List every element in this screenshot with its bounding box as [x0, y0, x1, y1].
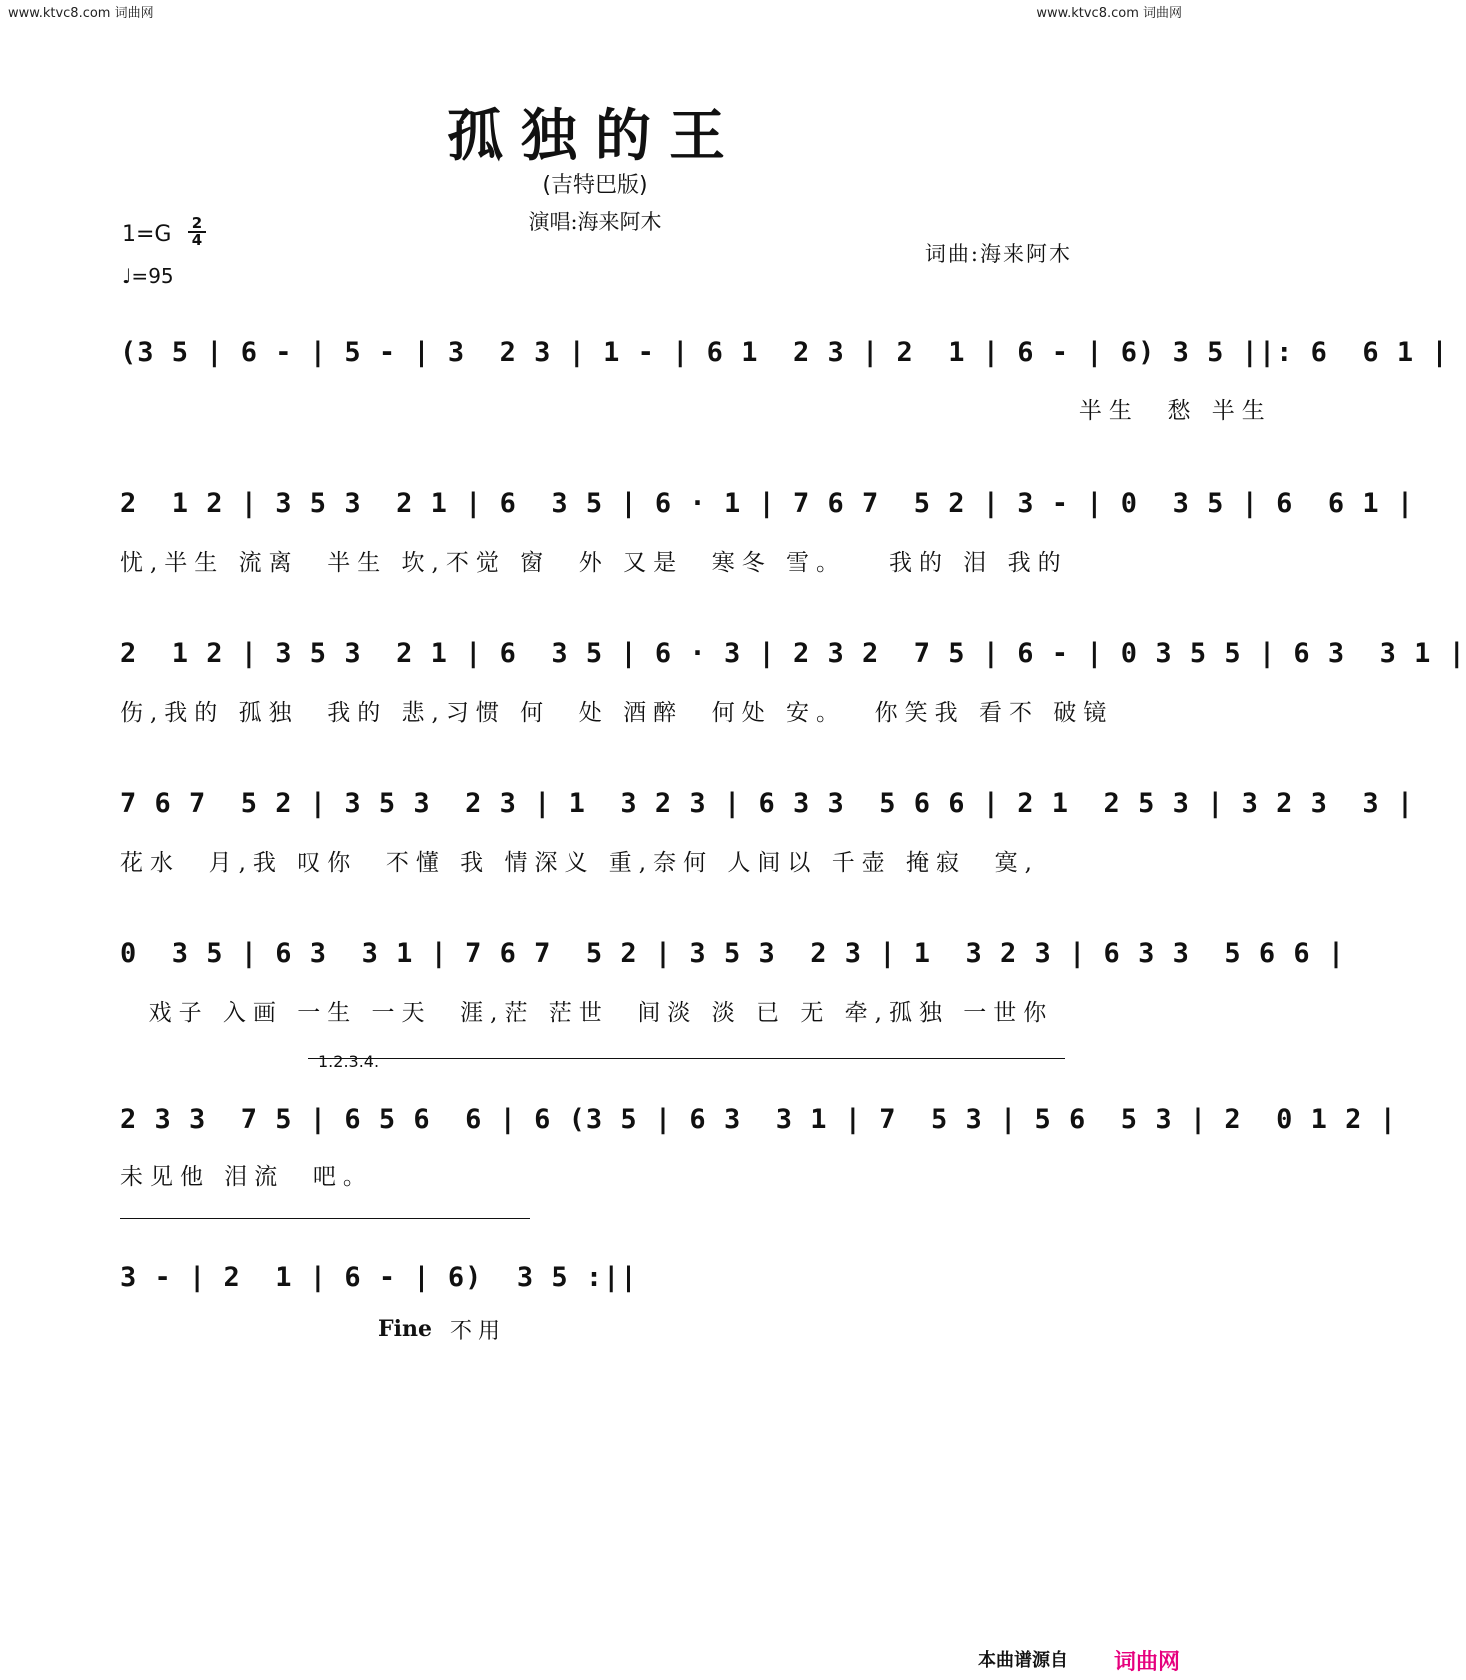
lyrics-line-2: 忧,半生 流离 半生 坎,不觉 窗 外 又是 寒冬 雪。 我的 泪 我的 — [120, 550, 1068, 576]
lyrics-line-6: 未见他 泪流 吧。 — [120, 1164, 373, 1190]
key-signature: 1=G — [122, 222, 172, 247]
composer-credit: 词曲:海来阿木 — [924, 242, 1072, 266]
lyrics-line-4: 花水 月,我 叹你 不懂 我 情深义 重,奈何 人间以 千壶 掩寂 寞, — [120, 850, 1039, 876]
watermark-left: www.ktvc8.com 词曲网 — [8, 6, 154, 21]
time-numerator: 2 — [188, 216, 206, 233]
notation-line-1: (3 5 | 6 - | 5 - | 3 2 3 | 1 - | 6 1 2 3 | 2 1 | 6 - | 6) 3 5 ||: 6 6 1 | — [120, 337, 1449, 368]
watermark-right: www.ktvc8.com 词曲网 — [1036, 6, 1182, 21]
volta-bracket — [308, 1058, 1065, 1059]
lyrics-line-3: 伤,我的 孤独 我的 悲,习惯 何 处 酒醉 何处 安。 你笑我 看不 破镜 — [120, 700, 1114, 726]
notation-line-7: 3 - | 2 1 | 6 - | 6) 3 5 :|| — [120, 1262, 638, 1293]
lyrics-line-1: 半生 愁 半生 — [120, 398, 1272, 424]
singer-credit: 演唱:海来阿木 — [528, 210, 662, 234]
fine-marking: Fine — [378, 1316, 432, 1342]
source-note: 本曲谱源自 — [978, 1650, 1068, 1671]
notation-line-5: 0 3 5 | 6 3 3 1 | 7 6 7 5 2 | 3 5 3 2 3 | 1 3 2 3 | 6 3 3 5 6 6 | — [120, 938, 1346, 969]
volta-label: 1.2.3.4. — [318, 1052, 380, 1071]
song-title: 孤独的王 — [447, 103, 743, 169]
time-signature — [188, 216, 206, 248]
notation-line-6: 2 3 3 7 5 | 6 5 6 6 | 6 (3 5 | 6 3 3 1 | 7 5 3 | 5 6 5 3 | 2 0 1 2 | — [120, 1104, 1397, 1135]
tempo-marking: ♩=95 — [122, 264, 174, 288]
repeat-bracket — [120, 1218, 530, 1219]
lyrics-line-5: 戏子 入画 一生 一天 涯,茫 茫世 间淡 淡 已 无 牵,孤独 一世你 — [120, 1000, 1054, 1026]
fine-note: 不用 — [450, 1319, 507, 1344]
brand-logo: 词曲网 — [1113, 1650, 1180, 1675]
notation-line-4: 7 6 7 5 2 | 3 5 3 2 3 | 1 3 2 3 | 6 3 3 5 6 6 | 2 1 2 5 3 | 3 2 3 3 | — [120, 788, 1415, 819]
notation-line-2: 2 1 2 | 3 5 3 2 1 | 6 3 5 | 6 · 1 | 7 6 7 5 2 | 3 - | 0 3 5 | 6 6 1 | — [120, 488, 1415, 519]
song-subtitle: (吉特巴版) — [542, 173, 648, 198]
time-denominator: 4 — [191, 231, 203, 249]
notation-line-3: 2 1 2 | 3 5 3 2 1 | 6 3 5 | 6 · 3 | 2 3 2 7 5 | 6 - | 0 3 5 5 | 6 3 3 1 | — [120, 638, 1466, 669]
